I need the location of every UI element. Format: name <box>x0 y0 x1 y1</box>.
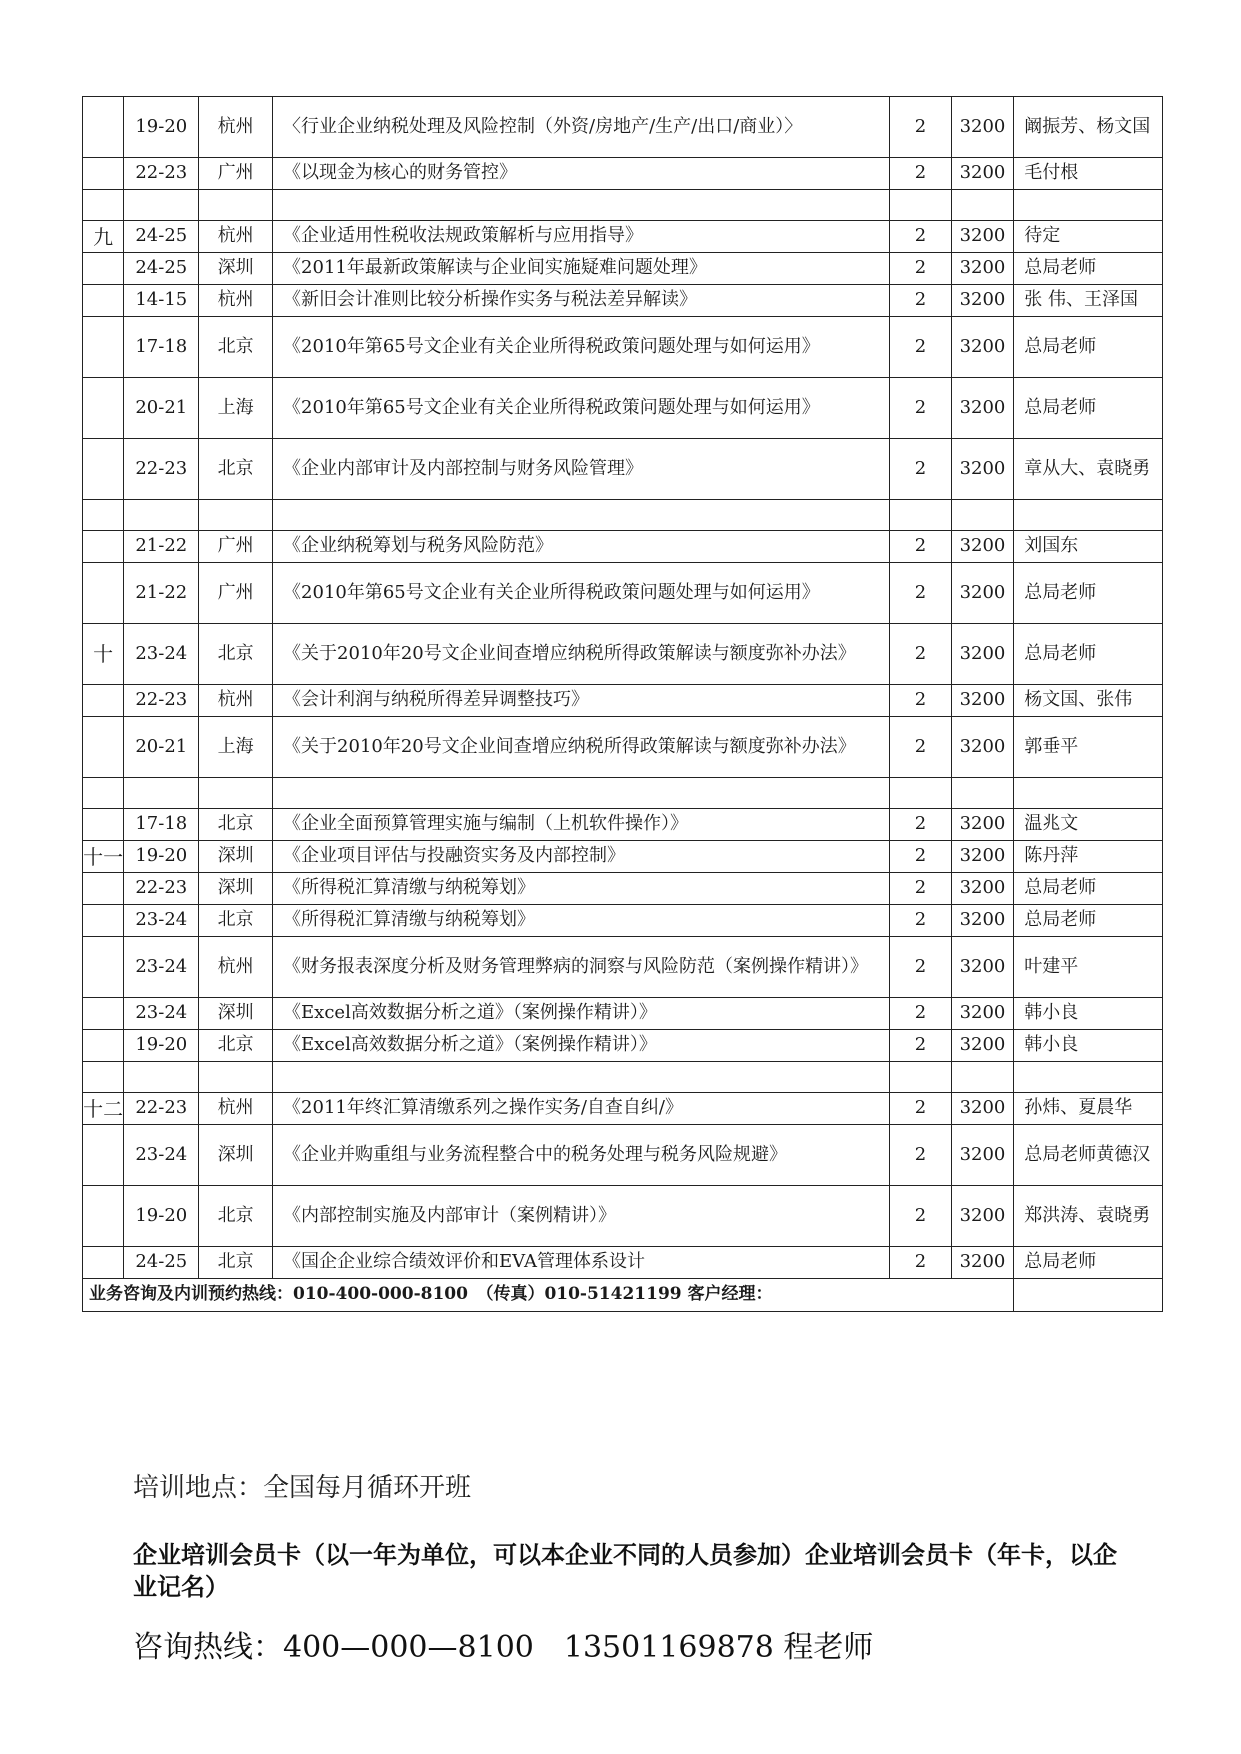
empty-cell <box>273 190 890 221</box>
month-cell <box>83 317 124 378</box>
teacher-cell: 韩小良 <box>1014 1030 1163 1062</box>
city-cell: 杭州 <box>199 937 273 998</box>
city-cell: 北京 <box>199 624 273 685</box>
month-cell <box>83 563 124 624</box>
city-cell: 北京 <box>199 1247 273 1279</box>
city-cell: 深圳 <box>199 998 273 1030</box>
month-cell: 十二 <box>83 1093 124 1125</box>
course-cell: 《关于2010年20号文企业间查增应纳税所得政策解读与额度弥补办法》 <box>273 717 890 778</box>
empty-cell <box>1014 778 1163 809</box>
course-cell: 《所得税汇算清缴与纳税筹划》 <box>273 873 890 905</box>
table-row <box>83 873 1163 905</box>
days-cell: 2 <box>890 317 951 378</box>
month-cell: 十一 <box>83 841 124 873</box>
teacher-cell: 孙炜、夏晨华 <box>1014 1093 1163 1125</box>
table-row <box>83 158 1163 190</box>
date-cell: 22-23 <box>124 158 199 190</box>
teacher-cell: 总局老师 <box>1014 905 1163 937</box>
contact-hotline: 咨询热线：400—000—8100 13501169878 程老师 <box>133 1630 874 1665</box>
date-cell: 17-18 <box>124 809 199 841</box>
city-cell: 北京 <box>199 1186 273 1247</box>
price-cell: 3200 <box>951 1093 1014 1125</box>
city-cell: 深圳 <box>199 873 273 905</box>
empty-cell <box>1014 1279 1163 1312</box>
teacher-cell: 杨文国、张伟 <box>1014 685 1163 717</box>
spacer-row <box>83 1062 1163 1093</box>
date-cell: 24-25 <box>124 221 199 253</box>
price-cell: 3200 <box>951 1030 1014 1062</box>
month-cell <box>83 378 124 439</box>
empty-cell <box>83 778 124 809</box>
city-cell: 深圳 <box>199 841 273 873</box>
days-cell: 2 <box>890 1093 951 1125</box>
empty-cell <box>124 500 199 531</box>
course-cell: 《企业全面预算管理实施与编制（上机软件操作）》 <box>273 809 890 841</box>
date-cell: 17-18 <box>124 317 199 378</box>
month-cell <box>83 717 124 778</box>
month-cell <box>83 1186 124 1247</box>
days-cell: 2 <box>890 97 951 158</box>
days-cell: 2 <box>890 809 951 841</box>
empty-cell <box>890 778 951 809</box>
days-cell: 2 <box>890 1186 951 1247</box>
city-cell: 北京 <box>199 1030 273 1062</box>
date-cell: 21-22 <box>124 563 199 624</box>
teacher-cell: 韩小良 <box>1014 998 1163 1030</box>
price-cell: 3200 <box>951 937 1014 998</box>
date-cell: 14-15 <box>124 285 199 317</box>
price-cell: 3200 <box>951 158 1014 190</box>
city-cell: 杭州 <box>199 285 273 317</box>
table-row <box>83 563 1163 624</box>
month-cell <box>83 97 124 158</box>
city-cell: 杭州 <box>199 1093 273 1125</box>
date-cell: 23-24 <box>124 624 199 685</box>
price-cell: 3200 <box>951 905 1014 937</box>
date-cell: 19-20 <box>124 97 199 158</box>
spacer-row <box>83 778 1163 809</box>
table-row <box>83 531 1163 563</box>
table-row <box>83 317 1163 378</box>
empty-cell <box>199 778 273 809</box>
days-cell: 2 <box>890 624 951 685</box>
days-cell: 2 <box>890 1125 951 1186</box>
date-cell: 23-24 <box>124 937 199 998</box>
teacher-cell: 总局老师 <box>1014 317 1163 378</box>
date-cell: 21-22 <box>124 531 199 563</box>
price-cell: 3200 <box>951 378 1014 439</box>
table-row <box>83 285 1163 317</box>
month-cell <box>83 531 124 563</box>
table-row <box>83 624 1163 685</box>
date-cell: 22-23 <box>124 685 199 717</box>
price-cell: 3200 <box>951 563 1014 624</box>
hotline-row <box>83 1279 1163 1312</box>
city-cell: 广州 <box>199 158 273 190</box>
empty-cell <box>273 500 890 531</box>
course-cell: 《所得税汇算清缴与纳税筹划》 <box>273 905 890 937</box>
table-row <box>83 809 1163 841</box>
days-cell: 2 <box>890 998 951 1030</box>
empty-cell <box>83 190 124 221</box>
course-cell: 《国企企业综合绩效评价和EVA管理体系设计 <box>273 1247 890 1279</box>
teacher-cell: 郑洪涛、袁晓勇 <box>1014 1186 1163 1247</box>
spacer-row <box>83 500 1163 531</box>
days-cell: 2 <box>890 905 951 937</box>
teacher-cell: 温兆文 <box>1014 809 1163 841</box>
days-cell: 2 <box>890 873 951 905</box>
empty-cell <box>83 1062 124 1093</box>
schedule-body <box>83 97 1163 1312</box>
days-cell: 2 <box>890 221 951 253</box>
empty-cell <box>951 190 1014 221</box>
course-cell: 《2011年最新政策解读与企业间实施疑难问题处理》 <box>273 253 890 285</box>
price-cell: 3200 <box>951 624 1014 685</box>
month-cell <box>83 439 124 500</box>
month-cell <box>83 873 124 905</box>
course-cell: 《会计利润与纳税所得差异调整技巧》 <box>273 685 890 717</box>
empty-cell <box>890 190 951 221</box>
teacher-cell: 章从大、袁晓勇 <box>1014 439 1163 500</box>
date-cell: 23-24 <box>124 1125 199 1186</box>
empty-cell <box>273 778 890 809</box>
teacher-cell: 总局老师 <box>1014 624 1163 685</box>
month-cell <box>83 1125 124 1186</box>
teacher-cell: 郭垂平 <box>1014 717 1163 778</box>
course-cell: 《Excel高效数据分析之道》（案例操作精讲）》 <box>273 998 890 1030</box>
days-cell: 2 <box>890 378 951 439</box>
table-row <box>83 378 1163 439</box>
teacher-cell: 叶建平 <box>1014 937 1163 998</box>
teacher-cell: 毛付根 <box>1014 158 1163 190</box>
price-cell: 3200 <box>951 1186 1014 1247</box>
empty-cell <box>83 500 124 531</box>
spacer-row <box>83 190 1163 221</box>
course-cell: 《企业纳税筹划与税务风险防范》 <box>273 531 890 563</box>
days-cell: 2 <box>890 1030 951 1062</box>
course-cell: 《关于2010年20号文企业间查增应纳税所得政策解读与额度弥补办法》 <box>273 624 890 685</box>
hotline-text: 业务咨询及内训预约热线：010-400-000-8100 （传真）010-51421199 客户经理： <box>83 1279 1014 1312</box>
teacher-cell: 刘国东 <box>1014 531 1163 563</box>
course-cell: 《2010年第65号文企业有关企业所得税政策问题处理与如何运用》 <box>273 378 890 439</box>
city-cell: 北京 <box>199 905 273 937</box>
month-cell <box>83 285 124 317</box>
table-row <box>83 1125 1163 1186</box>
price-cell: 3200 <box>951 221 1014 253</box>
days-cell: 2 <box>890 1247 951 1279</box>
price-cell: 3200 <box>951 809 1014 841</box>
days-cell: 2 <box>890 563 951 624</box>
city-cell: 杭州 <box>199 685 273 717</box>
course-cell: 《2010年第65号文企业有关企业所得税政策问题处理与如何运用》 <box>273 317 890 378</box>
table-row <box>83 1030 1163 1062</box>
table-row <box>83 905 1163 937</box>
city-cell: 北京 <box>199 317 273 378</box>
date-cell: 23-24 <box>124 998 199 1030</box>
course-cell: 《新旧会计准则比较分析操作实务与税法差异解读》 <box>273 285 890 317</box>
city-cell: 深圳 <box>199 253 273 285</box>
month-cell <box>83 158 124 190</box>
city-cell: 杭州 <box>199 97 273 158</box>
price-cell: 3200 <box>951 531 1014 563</box>
table-row <box>83 97 1163 158</box>
date-cell: 20-21 <box>124 378 199 439</box>
empty-cell <box>890 1062 951 1093</box>
days-cell: 2 <box>890 685 951 717</box>
table-row <box>83 998 1163 1030</box>
teacher-cell: 总局老师 <box>1014 563 1163 624</box>
empty-cell <box>1014 190 1163 221</box>
table-row <box>83 1093 1163 1125</box>
empty-cell <box>890 500 951 531</box>
course-cell: 《企业并购重组与业务流程整合中的税务处理与税务风险规避》 <box>273 1125 890 1186</box>
price-cell: 3200 <box>951 97 1014 158</box>
empty-cell <box>273 1062 890 1093</box>
month-cell <box>83 1030 124 1062</box>
month-cell <box>83 685 124 717</box>
city-cell: 北京 <box>199 439 273 500</box>
training-schedule-table <box>82 96 1163 1312</box>
empty-cell <box>199 190 273 221</box>
days-cell: 2 <box>890 937 951 998</box>
days-cell: 2 <box>890 531 951 563</box>
empty-cell <box>199 1062 273 1093</box>
days-cell: 2 <box>890 717 951 778</box>
course-cell: 《企业内部审计及内部控制与财务风险管理》 <box>273 439 890 500</box>
days-cell: 2 <box>890 158 951 190</box>
price-cell: 3200 <box>951 873 1014 905</box>
price-cell: 3200 <box>951 317 1014 378</box>
course-cell: 《2011年终汇算清缴系列之操作实务/自查自纠/》 <box>273 1093 890 1125</box>
course-cell: 《财务报表深度分析及财务管理弊病的洞察与风险防范（案例操作精讲）》 <box>273 937 890 998</box>
table-row <box>83 1186 1163 1247</box>
date-cell: 22-23 <box>124 1093 199 1125</box>
city-cell: 北京 <box>199 809 273 841</box>
course-cell: 《企业项目评估与投融资实务及内部控制》 <box>273 841 890 873</box>
teacher-cell: 总局老师 <box>1014 253 1163 285</box>
empty-cell <box>199 500 273 531</box>
city-cell: 上海 <box>199 717 273 778</box>
teacher-cell: 总局老师 <box>1014 378 1163 439</box>
days-cell: 2 <box>890 439 951 500</box>
empty-cell <box>124 778 199 809</box>
table-row <box>83 253 1163 285</box>
teacher-cell: 总局老师 <box>1014 873 1163 905</box>
city-cell: 广州 <box>199 531 273 563</box>
price-cell: 3200 <box>951 1125 1014 1186</box>
table-row <box>83 937 1163 998</box>
course-cell: 《以现金为核心的财务管控》 <box>273 158 890 190</box>
price-cell: 3200 <box>951 1247 1014 1279</box>
city-cell: 杭州 <box>199 221 273 253</box>
course-cell: 《内部控制实施及内部审计（案例精讲）》 <box>273 1186 890 1247</box>
date-cell: 20-21 <box>124 717 199 778</box>
training-location: 培训地点：全国每月循环开班 <box>133 1473 472 1503</box>
month-cell <box>83 1247 124 1279</box>
price-cell: 3200 <box>951 998 1014 1030</box>
month-cell <box>83 253 124 285</box>
city-cell: 广州 <box>199 563 273 624</box>
month-cell: 十 <box>83 624 124 685</box>
teacher-cell: 总局老师黄德汉 <box>1014 1125 1163 1186</box>
month-cell: 九 <box>83 221 124 253</box>
days-cell: 2 <box>890 285 951 317</box>
date-cell: 22-23 <box>124 439 199 500</box>
days-cell: 2 <box>890 253 951 285</box>
teacher-cell: 总局老师 <box>1014 1247 1163 1279</box>
date-cell: 24-25 <box>124 1247 199 1279</box>
date-cell: 23-24 <box>124 905 199 937</box>
empty-cell <box>124 1062 199 1093</box>
empty-cell <box>951 1062 1014 1093</box>
days-cell: 2 <box>890 841 951 873</box>
table-row <box>83 439 1163 500</box>
price-cell: 3200 <box>951 253 1014 285</box>
month-cell <box>83 998 124 1030</box>
empty-cell <box>951 500 1014 531</box>
teacher-cell: 待定 <box>1014 221 1163 253</box>
course-cell: 《2010年第65号文企业有关企业所得税政策问题处理与如何运用》 <box>273 563 890 624</box>
date-cell: 24-25 <box>124 253 199 285</box>
date-cell: 19-20 <box>124 1030 199 1062</box>
empty-cell <box>951 778 1014 809</box>
membership-card-note: 企业培训会员卡（以一年为单位，可以本企业不同的人员参加）企业培训会员卡（年卡，以企业记名） <box>133 1541 1117 1602</box>
table-row <box>83 1247 1163 1279</box>
date-cell: 19-20 <box>124 841 199 873</box>
price-cell: 3200 <box>951 439 1014 500</box>
month-cell <box>83 809 124 841</box>
month-cell <box>83 905 124 937</box>
empty-cell <box>124 190 199 221</box>
date-cell: 19-20 <box>124 1186 199 1247</box>
table-row <box>83 841 1163 873</box>
price-cell: 3200 <box>951 285 1014 317</box>
empty-cell <box>1014 500 1163 531</box>
course-cell: 〈行业企业纳税处理及风险控制（外资/房地产/生产/出口/商业）〉 <box>273 97 890 158</box>
course-cell: 《Excel高效数据分析之道》（案例操作精讲）》 <box>273 1030 890 1062</box>
table-row <box>83 221 1163 253</box>
teacher-cell: 张 伟、王泽国 <box>1014 285 1163 317</box>
teacher-cell: 阚振芳、杨文国 <box>1014 97 1163 158</box>
city-cell: 上海 <box>199 378 273 439</box>
empty-cell <box>1014 1062 1163 1093</box>
month-cell <box>83 937 124 998</box>
table-row <box>83 685 1163 717</box>
table-row <box>83 717 1163 778</box>
teacher-cell: 陈丹萍 <box>1014 841 1163 873</box>
date-cell: 22-23 <box>124 873 199 905</box>
city-cell: 深圳 <box>199 1125 273 1186</box>
price-cell: 3200 <box>951 685 1014 717</box>
course-cell: 《企业适用性税收法规政策解析与应用指导》 <box>273 221 890 253</box>
price-cell: 3200 <box>951 841 1014 873</box>
price-cell: 3200 <box>951 717 1014 778</box>
